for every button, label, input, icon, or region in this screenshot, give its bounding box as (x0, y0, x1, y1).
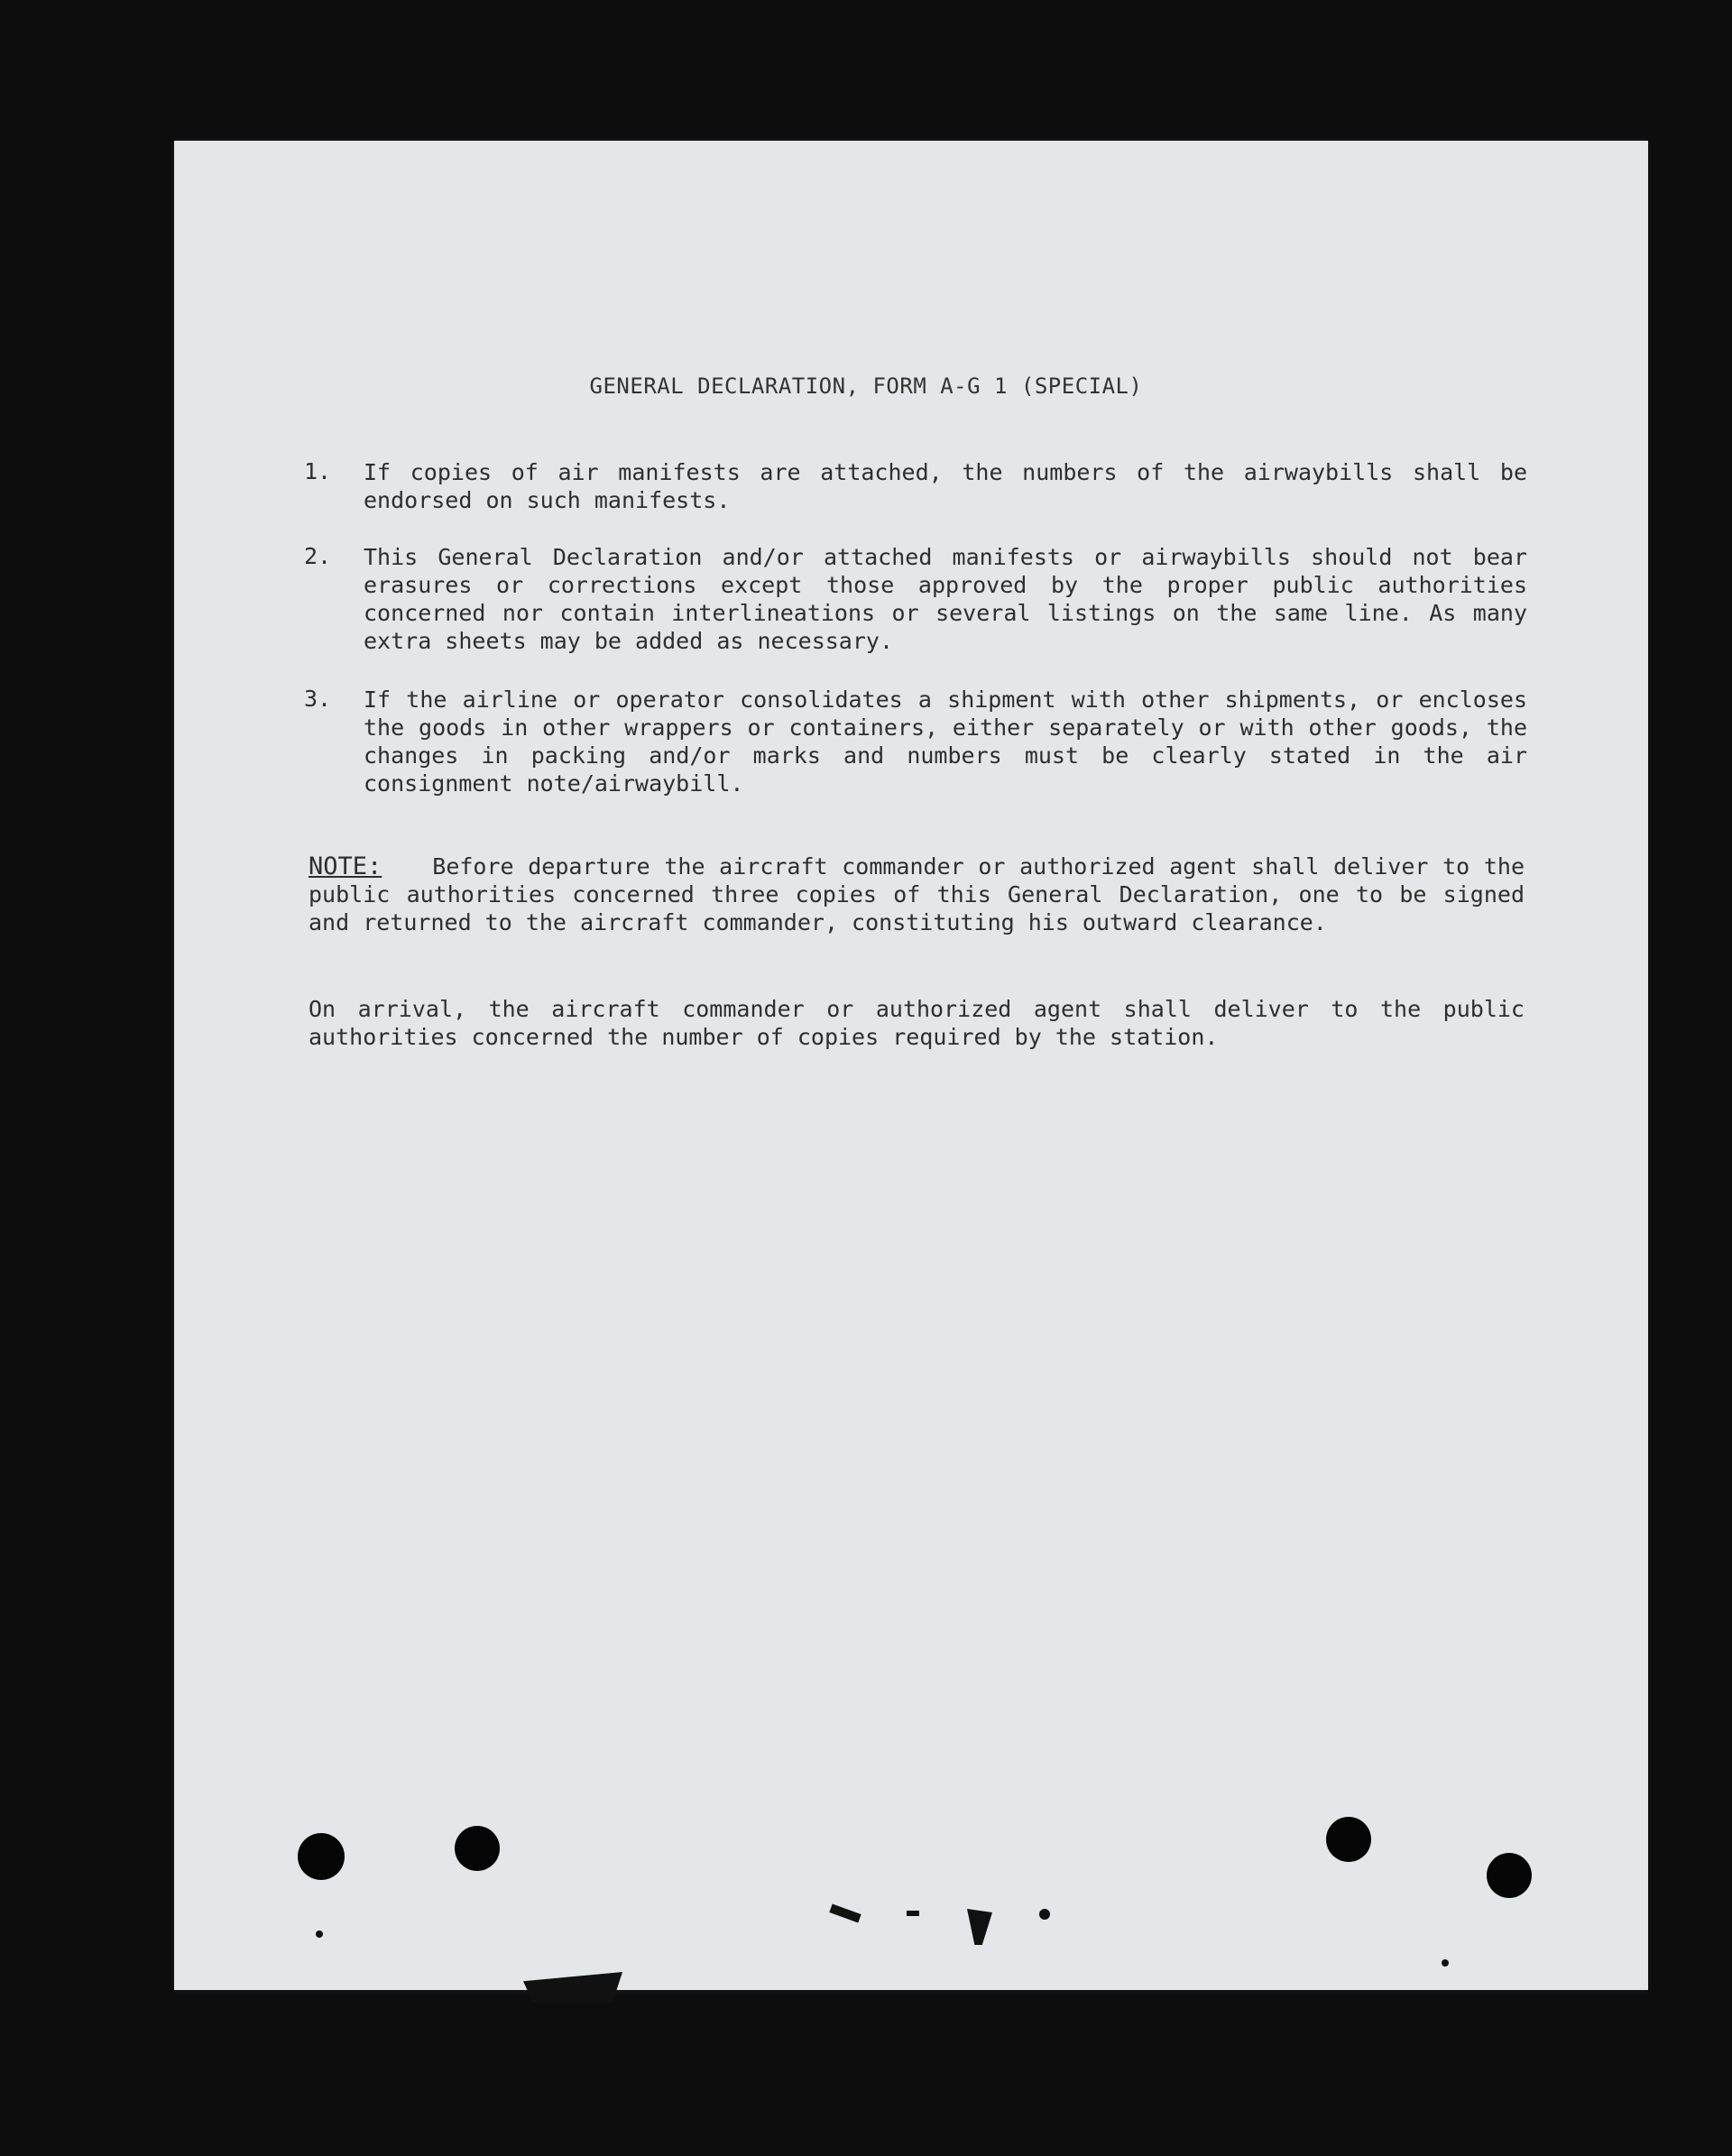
list-item-text: If the airline or operator consolidates a shipment with other shipments, or encloses the goods in other wrappers or containers, either separately or with other goods, the changes in packing and/or marks and numbers must be clearly stated in the air consignment note/airwaybill. (364, 686, 1527, 797)
list-item-number: 1. (304, 458, 332, 484)
binding-mark (1039, 1909, 1050, 1920)
arrival-paragraph (309, 995, 1525, 1051)
list-item-text: If copies of air manifests are attached, the numbers of the airwaybills shall be endorsed on such manifests. (364, 459, 1527, 513)
punch-hole-icon (298, 1833, 345, 1880)
list-item-text: This General Declaration and/or attached manifests or airwaybills should not bear erasures or corrections except those approved by the proper public authorities concerned nor contain interlineations or several listings on the same line. As many extra sheets may be added as necessary. (364, 544, 1527, 654)
binding-mark (316, 1930, 323, 1938)
paper-sheet-lower (189, 1083, 1648, 1990)
punch-hole-icon (1487, 1853, 1532, 1898)
list-item-number: 3. (304, 686, 332, 712)
note-label: NOTE: (309, 852, 382, 880)
document-title: GENERAL DECLARATION, FORM A-G 1 (SPECIAL) (589, 373, 1143, 399)
arrival-text: On arrival, the aircraft commander or authorized agent shall deliver to the public authorities concerned the number of copies required by the station. (309, 996, 1525, 1050)
punch-hole-icon (1326, 1817, 1371, 1862)
punch-hole-icon (455, 1826, 500, 1871)
note-paragraph (309, 852, 1525, 936)
binding-mark (1442, 1959, 1449, 1967)
list-item-number: 2. (304, 543, 332, 569)
note-text: Before departure the aircraft commander or authorized agent shall deliver to the public authorities concerned three copies of this General Declaration, one to be signed and returned to the aircraft commander, constituting his outward clearance. (309, 853, 1525, 935)
binding-mark (907, 1911, 919, 1916)
